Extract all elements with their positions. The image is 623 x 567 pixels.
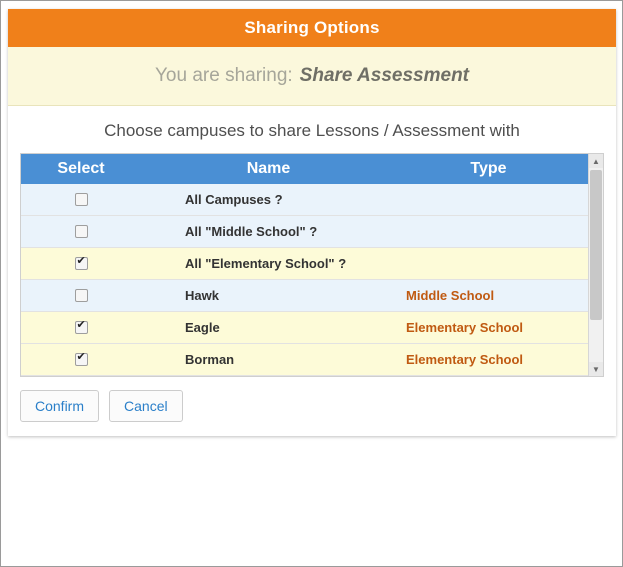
row-checkbox[interactable]: [75, 353, 88, 366]
dialog-body: [8, 106, 616, 436]
row-select-cell[interactable]: [21, 257, 141, 270]
cancel-button[interactable]: Cancel: [109, 390, 183, 422]
table-row[interactable]: [21, 344, 603, 376]
row-checkbox[interactable]: [75, 193, 88, 206]
row-checkbox[interactable]: [75, 225, 88, 238]
column-header-select: Select: [57, 160, 105, 177]
sharing-options-dialog: [8, 9, 616, 436]
scroll-up-icon[interactable]: ▲: [589, 154, 603, 168]
scroll-down-icon[interactable]: ▼: [589, 362, 603, 376]
row-select-cell[interactable]: [21, 225, 141, 238]
row-name: Eagle: [185, 320, 220, 335]
column-header-name: Name: [246, 160, 291, 177]
row-select-cell[interactable]: [21, 193, 141, 206]
table-row[interactable]: [21, 312, 603, 344]
row-name: All "Elementary School" ?: [185, 256, 347, 271]
row-type: Middle School: [406, 288, 495, 303]
campus-table: [20, 153, 604, 377]
dialog-title: Sharing Options: [8, 9, 616, 47]
row-name: All Campuses ?: [185, 192, 283, 207]
row-checkbox[interactable]: [75, 257, 88, 270]
row-name: Borman: [185, 352, 235, 367]
row-checkbox[interactable]: [75, 289, 88, 302]
row-name: Hawk: [185, 288, 219, 303]
column-header-type: Type: [470, 160, 507, 177]
sharing-banner-subject: Share Assessment: [299, 65, 470, 86]
row-select-cell[interactable]: [21, 353, 141, 366]
row-type: Elementary School: [406, 320, 524, 335]
row-name: All "Middle School" ?: [185, 224, 318, 239]
table-body: [21, 184, 603, 376]
table-header-row: [21, 154, 603, 184]
table-scrollbar[interactable]: [588, 154, 603, 376]
row-checkbox[interactable]: [75, 321, 88, 334]
sharing-banner: [8, 47, 616, 106]
scrollbar-thumb[interactable]: [590, 170, 602, 320]
row-type: Elementary School: [406, 352, 524, 367]
sharing-banner-prefix: You are sharing:: [154, 65, 293, 86]
row-select-cell[interactable]: [21, 289, 141, 302]
row-select-cell[interactable]: [21, 321, 141, 334]
table-row[interactable]: [21, 216, 603, 248]
dialog-button-bar: [20, 377, 604, 422]
choose-campuses-label: Choose campuses to share Lessons / Assessment with: [104, 121, 520, 140]
confirm-button[interactable]: Confirm: [20, 390, 99, 422]
table-row[interactable]: [21, 184, 603, 216]
table-row[interactable]: [21, 248, 603, 280]
table-row[interactable]: [21, 280, 603, 312]
